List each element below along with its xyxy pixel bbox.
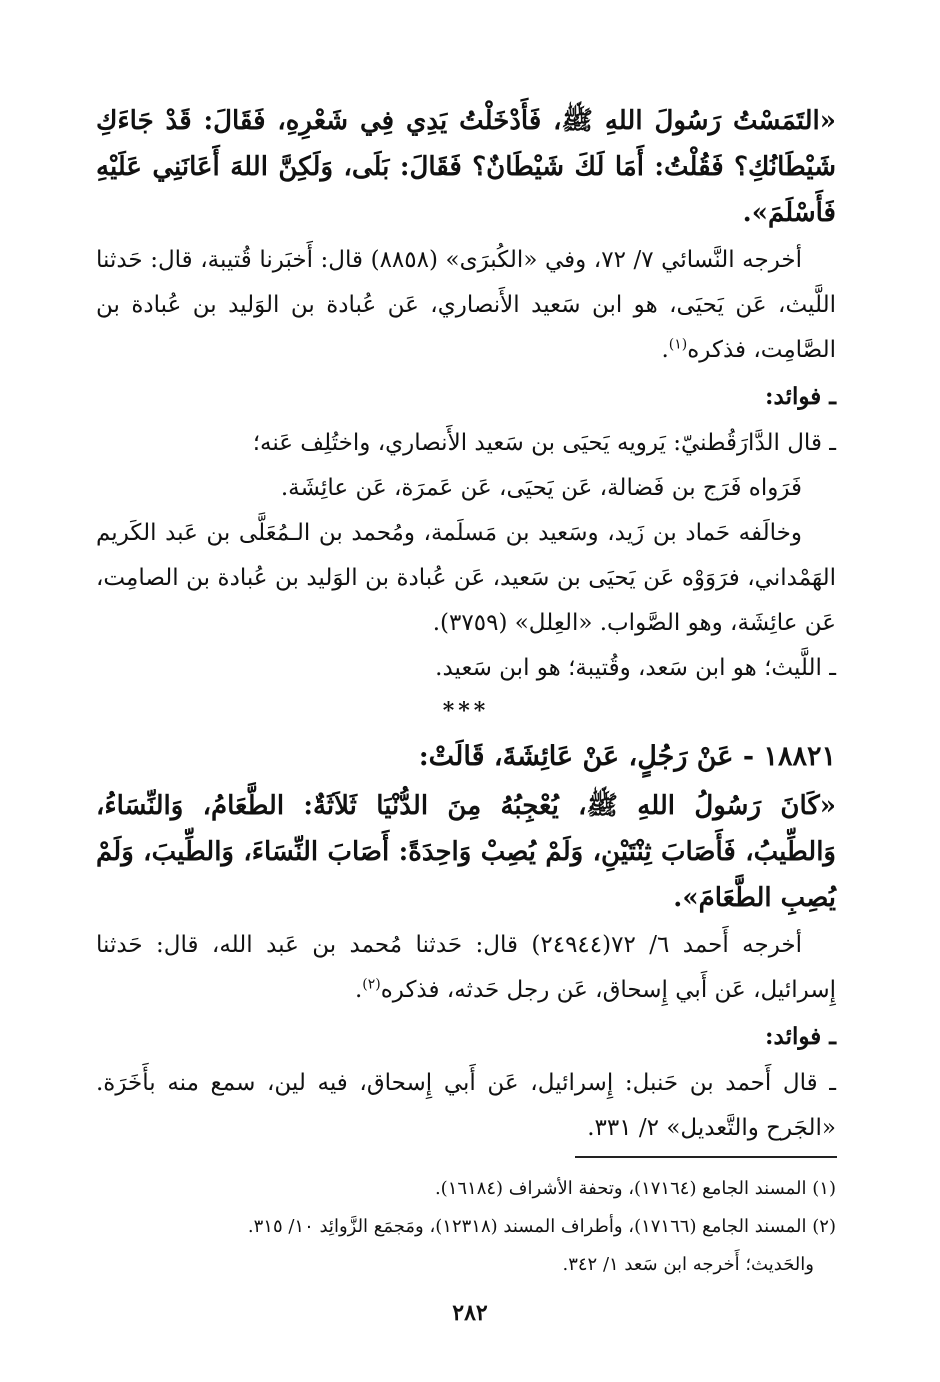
section-separator: *** <box>442 698 490 724</box>
footnote-ref-1[interactable]: (١) <box>668 336 688 353</box>
footnote-1: (١) المسند الجامع (١٧١٦٤)، وتحفة الأشراف (١٦١٨٤). <box>434 1178 836 1199</box>
takhrij-text: أخرجه النَّسائي ٧/ ٧٢، وفي «الكُبرَى» (٨٨٥٨) قال: أَخبَرنا قُتيبة، قال: حَدثنا اللَّيث، عَن يَحيَى، هو ابن سَعيد الأَنصاري، عَن عُبادة بن الوَليد بن عُبادة بن الصَّامِت، فذكره <box>96 247 836 363</box>
fawaid-heading: ـ فوائد: <box>765 383 836 410</box>
fawaid-heading: ـ فوائد: <box>765 1023 836 1050</box>
footnote-2: (٢) المسند الجامع (١٧١٦٦)، وأطراف المسند (١٢٣١٨)، ومَجمَع الزَّوائِد ١٠/ ٣١٥. <box>247 1216 836 1237</box>
footnote-ref-2[interactable]: (٢) <box>362 976 381 993</box>
takhrij-paragraph <box>96 238 836 373</box>
hadith-text: «التَمَسْتُ رَسُولَ اللهِ ﷺ، فَأَدْخَلْتُ يَدِي فِي شَعْرِهِ، فَقَالَ: قَدْ جَاءَكِ شَيْطَانُكِ؟ فَقُلْتُ: أَمَا لَكَ شَيْطَانٌ؟ فَقَالَ: بَلَى، وَلَكِنَّ اللهَ أَعَانَنِي عَلَيْهِ فَأَسْلَمَ». <box>96 106 836 228</box>
takhrij-end: . <box>354 977 363 1003</box>
hadith-number-line: ١٨٨٢١ - عَنْ رَجُلٍ، عَنْ عَائِشَةَ، قَالَتْ: <box>418 741 836 772</box>
takhrij-text: أخرجه أَحمد ٦/ ٧٢(٢٤٩٤٤) قال: حَدثنا مُحمد بن عَبد الله، قال: حَدثنا إِسرائيل، عَن أَبي إِسحاق، عَن رجل حَدثه، فذكره <box>96 932 836 1003</box>
fawaid-line: ـ قال الدَّارَقُطنيّ: يَرويه يَحيَى بن سَعيد الأَنصاري، واختُلِف عَنه؛ <box>252 430 836 456</box>
takhrij-paragraph <box>96 923 836 1013</box>
hadith-text: «كَانَ رَسُولُ اللهِ ﷺ، يُعْجِبُهُ مِنَ الدُّنْيَا ثَلاَثَةٌ: الطَّعَامُ، وَالنِّسَاءُ، وَالطِّيبُ، فَأَصَابَ ثِنْتَيْنِ، وَلَمْ يُصِبْ وَاحِدَةً: أَصَابَ النِّسَاءَ، وَالطِّيبَ، وَلَمْ يُصِبِ الطَّعَامَ». <box>96 791 836 913</box>
fawaid-line: فَرَواه فَرَج بن فَضالة، عَن يَحيَى، عَن عَمرَة، عَن عائِشَة. <box>280 475 802 501</box>
footnotes <box>96 1170 836 1284</box>
takhrij-end: . <box>661 337 669 363</box>
footnote-2-continuation: والحَديث؛ أَخرجه ابن سَعد ١/ ٣٤٢. <box>562 1254 814 1275</box>
page-number: ٢٨٢ <box>452 1300 488 1326</box>
fawaid-line: وخالَفه حَماد بن زَيد، وسَعيد بن مَسلَمة، ومُحمد بن الـمُعَلَّى بن عَبد الكَريم الهَمْداني، فرَوَوْه عَن يَحيَى بن سَعيد، عَن عُبادة بن الوَليد بن عُبادة بن الصامِت، عَن عائِشَة، وهو الصَّواب. «العِلل» (٣٧٥٩). <box>96 520 836 636</box>
fawaid-line: ـ قال أَحمد بن حَنبل: إِسرائيل، عَن أَبي إِسحاق، فيه لين، سمع منه بأَخَرَة. «الجَرح والتَّعديل» ٢/ ٣٣١. <box>96 1070 836 1141</box>
footnote-divider <box>575 1156 837 1158</box>
fawaid-line: ـ اللَّيث؛ هو ابن سَعد، وقُتيبة؛ هو ابن سَعيد. <box>435 655 836 681</box>
